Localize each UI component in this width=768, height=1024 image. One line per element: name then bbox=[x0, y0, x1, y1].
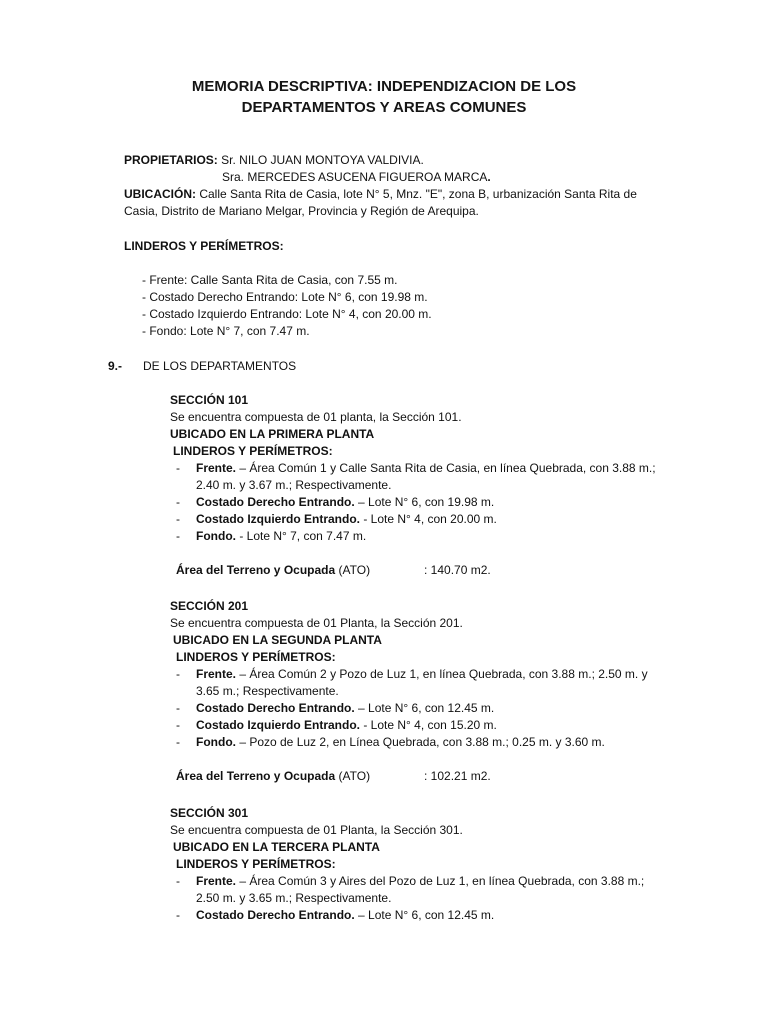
section-boundary-item: - Frente. – Área Común 2 y Pozo de Luz 1, en línea Quebrada, con 3.88 m.; 2.50 m. y 3.65 m.; Respectivamente. bbox=[176, 667, 648, 698]
section-boundary-item: - Costado Derecho Entrando. – Lote N° 6, con 12.45 m. bbox=[176, 908, 495, 922]
section-description: Se encuentra compuesta de 01 Planta, la Sección 201. bbox=[170, 616, 463, 630]
area-value: : 102.21 m2. bbox=[424, 769, 491, 783]
section-boundaries-heading: LINDEROS Y PERÍMETROS: bbox=[176, 650, 336, 664]
chapter-number: 9.- bbox=[108, 359, 123, 373]
area-label: Área del Terreno y Ocupada bbox=[176, 769, 336, 783]
section-boundary-item: - Costado Izquierdo Entrando. - Lote N° 4, con 20.00 m. bbox=[176, 512, 497, 526]
section-area bbox=[170, 562, 690, 579]
section-boundaries-heading: LINDEROS Y PERÍMETROS: bbox=[176, 857, 336, 871]
section-floor: UBICADO EN LA TERCERA PLANTA bbox=[173, 840, 380, 854]
chapter-title: DE LOS DEPARTAMENTOS bbox=[143, 359, 297, 373]
owners-label: PROPIETARIOS: bbox=[124, 153, 218, 167]
area-abbr: (ATO) bbox=[335, 563, 371, 577]
section-boundary-item: - Fondo. – Pozo de Luz 2, en Línea Quebrada, con 3.88 m.; 0.25 m. y 3.60 m. bbox=[176, 735, 605, 749]
section-floor: UBICADO EN LA SEGUNDA PLANTA bbox=[173, 633, 382, 647]
section-boundaries-heading: LINDEROS Y PERÍMETROS: bbox=[173, 444, 333, 458]
boundaries-heading: LINDEROS Y PERÍMETROS: bbox=[124, 239, 284, 253]
section-description: Se encuentra compuesta de 01 planta, la Sección 101. bbox=[170, 410, 462, 424]
section-boundary-item: - Frente. – Área Común 3 y Aires del Pozo de Luz 1, en línea Quebrada, con 3.88 m.; 2.50 m. y 3.65 m.; Respectivamente. bbox=[176, 874, 645, 905]
section-title: SECCIÓN 301 bbox=[170, 806, 249, 820]
section-201 bbox=[170, 598, 690, 785]
area-value: : 140.70 m2. bbox=[424, 563, 491, 577]
area-label: Área del Terreno y Ocupada bbox=[176, 563, 336, 577]
section-101 bbox=[170, 392, 690, 579]
title-line-1: MEMORIA DESCRIPTIVA: INDEPENDIZACION DE LOS bbox=[191, 78, 577, 95]
section-floor: UBICADO EN LA PRIMERA PLANTA bbox=[170, 427, 375, 441]
boundaries-list bbox=[142, 272, 432, 340]
owners-block bbox=[124, 152, 684, 186]
section-boundary-item: - Costado Derecho Entrando. – Lote N° 6, con 12.45 m. bbox=[176, 701, 495, 715]
section-boundary-item: - Fondo. - Lote N° 7, con 7.47 m. bbox=[176, 529, 367, 543]
boundary-item: - Fondo: Lote N° 7, con 7.47 m. bbox=[142, 324, 310, 338]
section-boundary-item: - Frente. – Área Común 1 y Calle Santa Rita de Casia, en línea Quebrada, con 3.88 m.; 2.40 m. y 3.67 m.; Respectivamente. bbox=[176, 461, 656, 492]
title-line-2: DEPARTAMENTOS Y AREAS COMUNES bbox=[241, 99, 527, 116]
owner-2-end: . bbox=[487, 170, 491, 184]
section-title: SECCIÓN 101 bbox=[170, 393, 249, 407]
boundary-item: - Frente: Calle Santa Rita de Casia, con 7.55 m. bbox=[142, 273, 398, 287]
section-boundary-item: - Costado Izquierdo Entrando. - Lote N° 4, con 15.20 m. bbox=[176, 718, 497, 732]
location-label: UBICACIÓN: bbox=[124, 187, 196, 201]
section-301 bbox=[170, 805, 690, 924]
location-block bbox=[124, 186, 664, 220]
area-abbr: (ATO) bbox=[335, 769, 371, 783]
section-title: SECCIÓN 201 bbox=[170, 599, 249, 613]
owner-2: Sra. MERCEDES ASUCENA FIGUEROA MARCA bbox=[222, 170, 488, 184]
section-boundary-item: - Costado Derecho Entrando. – Lote N° 6, con 19.98 m. bbox=[176, 495, 495, 509]
section-area bbox=[170, 768, 690, 785]
chapter-heading bbox=[108, 358, 296, 375]
boundary-item: - Costado Izquierdo Entrando: Lote N° 4, con 20.00 m. bbox=[142, 307, 432, 321]
owner-1: Sr. NILO JUAN MONTOYA VALDIVIA. bbox=[221, 153, 424, 167]
location-text: Calle Santa Rita de Casia, lote N° 5, Mnz. "E", zona B, urbanización Santa Rita de Casia, Distrito de Mariano Melgar, Provincia y Región de Arequipa. bbox=[124, 187, 637, 218]
boundary-item: - Costado Derecho Entrando: Lote N° 6, con 19.98 m. bbox=[142, 290, 428, 304]
section-description: Se encuentra compuesta de 01 Planta, la Sección 301. bbox=[170, 823, 463, 837]
document-title bbox=[0, 76, 768, 118]
